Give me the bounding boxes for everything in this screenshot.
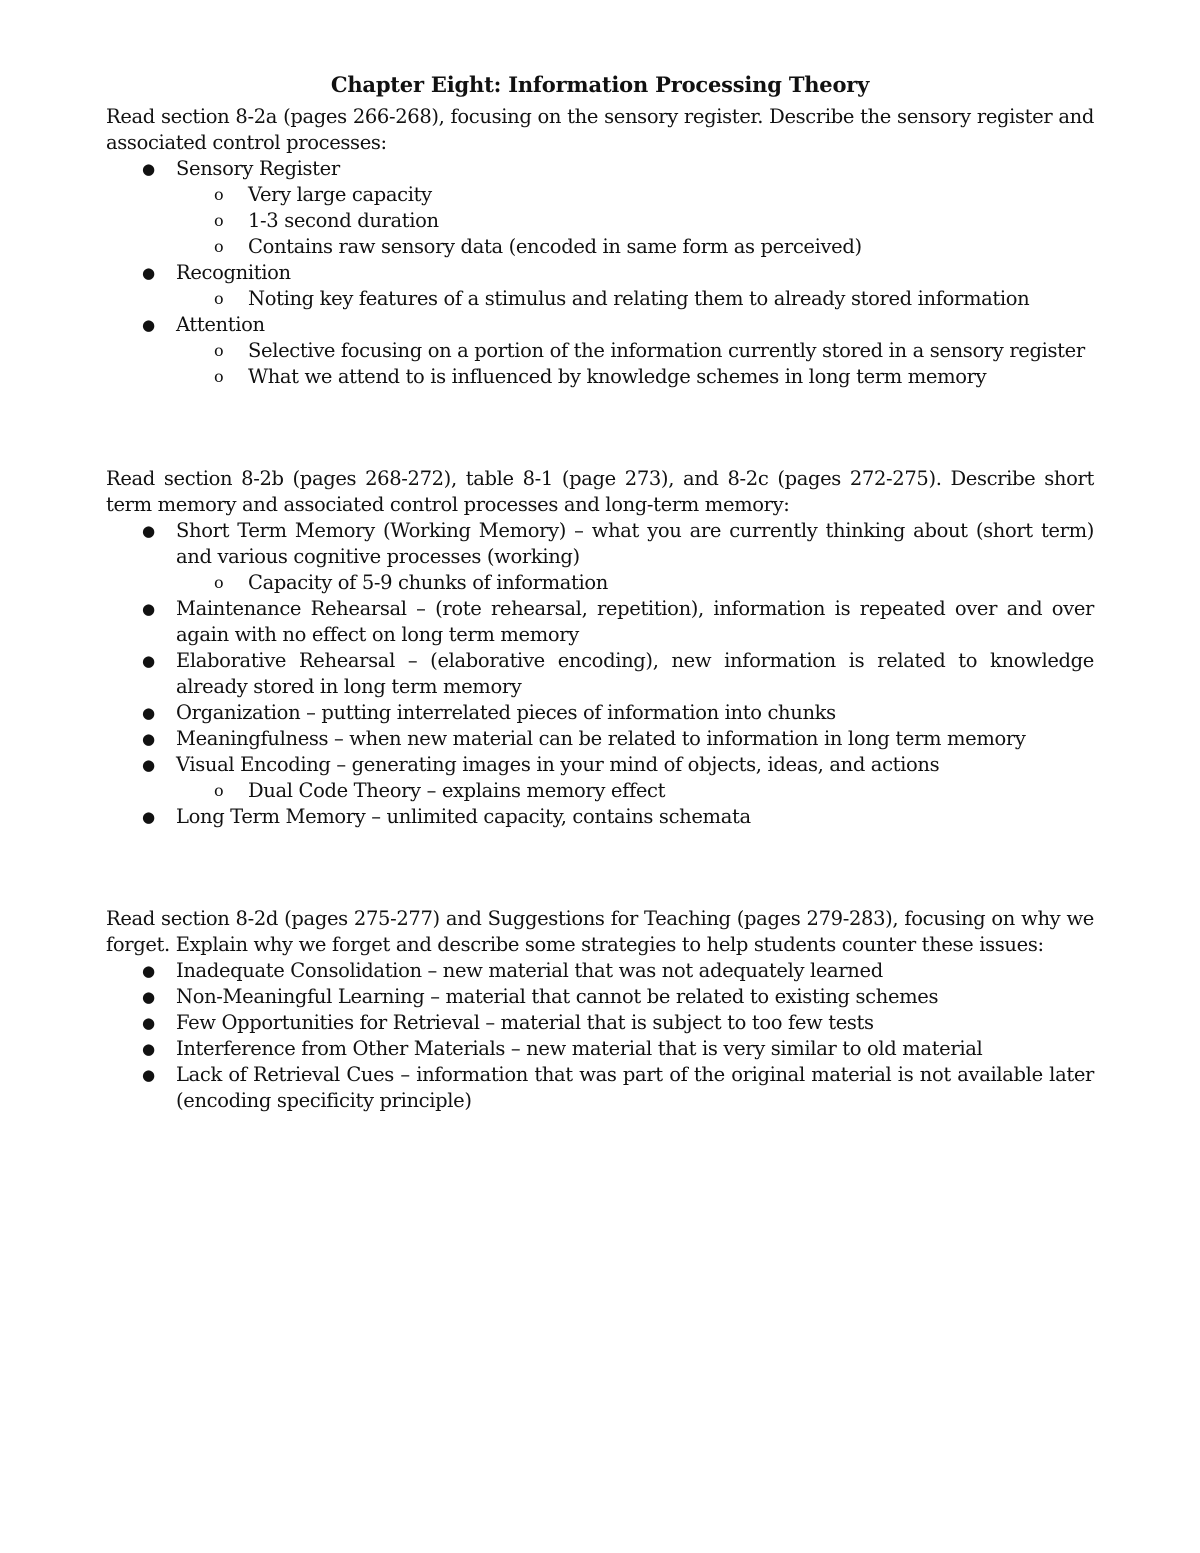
bullet-icon: ●	[142, 988, 155, 1006]
circle-bullet-icon: o	[214, 237, 224, 256]
document-page	[106, 70, 1094, 1114]
list-item-text: Lack of Retrieval Cues – information that was part of the original material is not available later (encoding specificity principle)	[176, 1063, 1094, 1112]
list-item	[106, 596, 1094, 648]
section-prompt: Read section 8-2d (pages 275-277) and Suggestions for Teaching (pages 279-283), focusing on why we forget. Explain why we forget and describe some strategies to help students counter these issues:	[106, 907, 1094, 956]
list-item-text: Visual Encoding – generating images in your mind of objects, ideas, and actions	[176, 753, 940, 776]
list-item-text: Organization – putting interrelated pieces of information into chunks	[176, 701, 836, 724]
sub-list-item	[176, 778, 1094, 804]
list-item	[106, 752, 1094, 804]
circle-bullet-icon: o	[214, 781, 224, 800]
list-item-text: Recognition	[176, 261, 291, 284]
bullet-icon: ●	[142, 264, 155, 282]
list-item	[106, 1062, 1094, 1114]
list-item-text: Elaborative Rehearsal – (elaborative encoding), new information is related to knowledge already stored in long term memory	[176, 649, 1094, 698]
sub-list-item-text: Contains raw sensory data (encoded in same form as perceived)	[248, 235, 862, 258]
list-item	[106, 726, 1094, 752]
bullet-icon: ●	[142, 522, 155, 540]
sub-bullet-list	[176, 286, 1094, 312]
list-item	[106, 1010, 1094, 1036]
bullet-icon: ●	[142, 1014, 155, 1032]
bullet-icon: ●	[142, 756, 155, 774]
bullet-icon: ●	[142, 1066, 155, 1084]
sub-list-item-text: What we attend to is influenced by knowledge schemes in long term memory	[248, 365, 987, 388]
section-1	[106, 104, 1094, 390]
sub-list-item	[176, 364, 1094, 390]
sections-container	[106, 104, 1094, 1114]
list-item-text: Attention	[176, 313, 265, 336]
bullet-icon: ●	[142, 730, 155, 748]
bullet-list	[106, 958, 1094, 1114]
sub-list-item	[176, 208, 1094, 234]
bullet-icon: ●	[142, 808, 155, 826]
sub-bullet-list	[176, 778, 1094, 804]
list-item-text: Interference from Other Materials – new material that is very similar to old material	[176, 1037, 983, 1060]
list-item-text: Sensory Register	[176, 157, 340, 180]
sub-list-item-text: Very large capacity	[248, 183, 432, 206]
sub-bullet-list	[176, 338, 1094, 390]
list-item	[106, 648, 1094, 700]
list-item-text: Long Term Memory – unlimited capacity, contains schemata	[176, 805, 751, 828]
circle-bullet-icon: o	[214, 289, 224, 308]
sub-list-item-text: Dual Code Theory – explains memory effect	[248, 779, 666, 802]
circle-bullet-icon: o	[214, 341, 224, 360]
list-item-text: Maintenance Rehearsal – (rote rehearsal, repetition), information is repeated over and over again with no effect on long term memory	[176, 597, 1094, 646]
section-prompt: Read section 8-2a (pages 266-268), focusing on the sensory register. Describe the sensory register and associated control processes:	[106, 105, 1094, 154]
sub-list-item-text: Noting key features of a stimulus and relating them to already stored information	[248, 287, 1030, 310]
circle-bullet-icon: o	[214, 573, 224, 592]
list-item	[106, 804, 1094, 830]
sub-bullet-list	[176, 570, 1094, 596]
bullet-icon: ●	[142, 1040, 155, 1058]
sub-list-item	[176, 234, 1094, 260]
section-3	[106, 906, 1094, 1114]
sub-list-item-text: 1-3 second duration	[248, 209, 439, 232]
list-item	[106, 260, 1094, 312]
list-item	[106, 156, 1094, 260]
sub-list-item	[176, 338, 1094, 364]
bullet-icon: ●	[142, 316, 155, 334]
list-item	[106, 1036, 1094, 1062]
bullet-list	[106, 156, 1094, 390]
sub-list-item	[176, 286, 1094, 312]
bullet-icon: ●	[142, 704, 155, 722]
sub-list-item-text: Selective focusing on a portion of the information currently stored in a sensory register	[248, 339, 1085, 362]
list-item-text: Few Opportunities for Retrieval – material that is subject to too few tests	[176, 1011, 874, 1034]
list-item	[106, 958, 1094, 984]
bullet-icon: ●	[142, 600, 155, 618]
circle-bullet-icon: o	[214, 211, 224, 230]
section-2	[106, 466, 1094, 830]
circle-bullet-icon: o	[214, 185, 224, 204]
sub-list-item-text: Capacity of 5-9 chunks of information	[248, 571, 609, 594]
circle-bullet-icon: o	[214, 367, 224, 386]
list-item-text: Non-Meaningful Learning – material that cannot be related to existing schemes	[176, 985, 939, 1008]
list-item-text: Meaningfulness – when new material can be related to information in long term memory	[176, 727, 1026, 750]
list-item-text: Inadequate Consolidation – new material that was not adequately learned	[176, 959, 883, 982]
bullet-list	[106, 518, 1094, 830]
bullet-icon: ●	[142, 160, 155, 178]
list-item	[106, 312, 1094, 390]
page-title: Chapter Eight: Information Processing Theory	[330, 72, 870, 97]
list-item-text: Short Term Memory (Working Memory) – what you are currently thinking about (short term) and various cognitive processes (working)	[176, 519, 1094, 568]
list-item	[106, 518, 1094, 596]
sub-list-item	[176, 182, 1094, 208]
sub-bullet-list	[176, 182, 1094, 260]
sub-list-item	[176, 570, 1094, 596]
section-prompt: Read section 8-2b (pages 268-272), table 8-1 (page 273), and 8-2c (pages 272-275). Describe short term memory and associated control processes and long-term memory:	[106, 467, 1094, 516]
bullet-icon: ●	[142, 962, 155, 980]
bullet-icon: ●	[142, 652, 155, 670]
list-item	[106, 984, 1094, 1010]
list-item	[106, 700, 1094, 726]
